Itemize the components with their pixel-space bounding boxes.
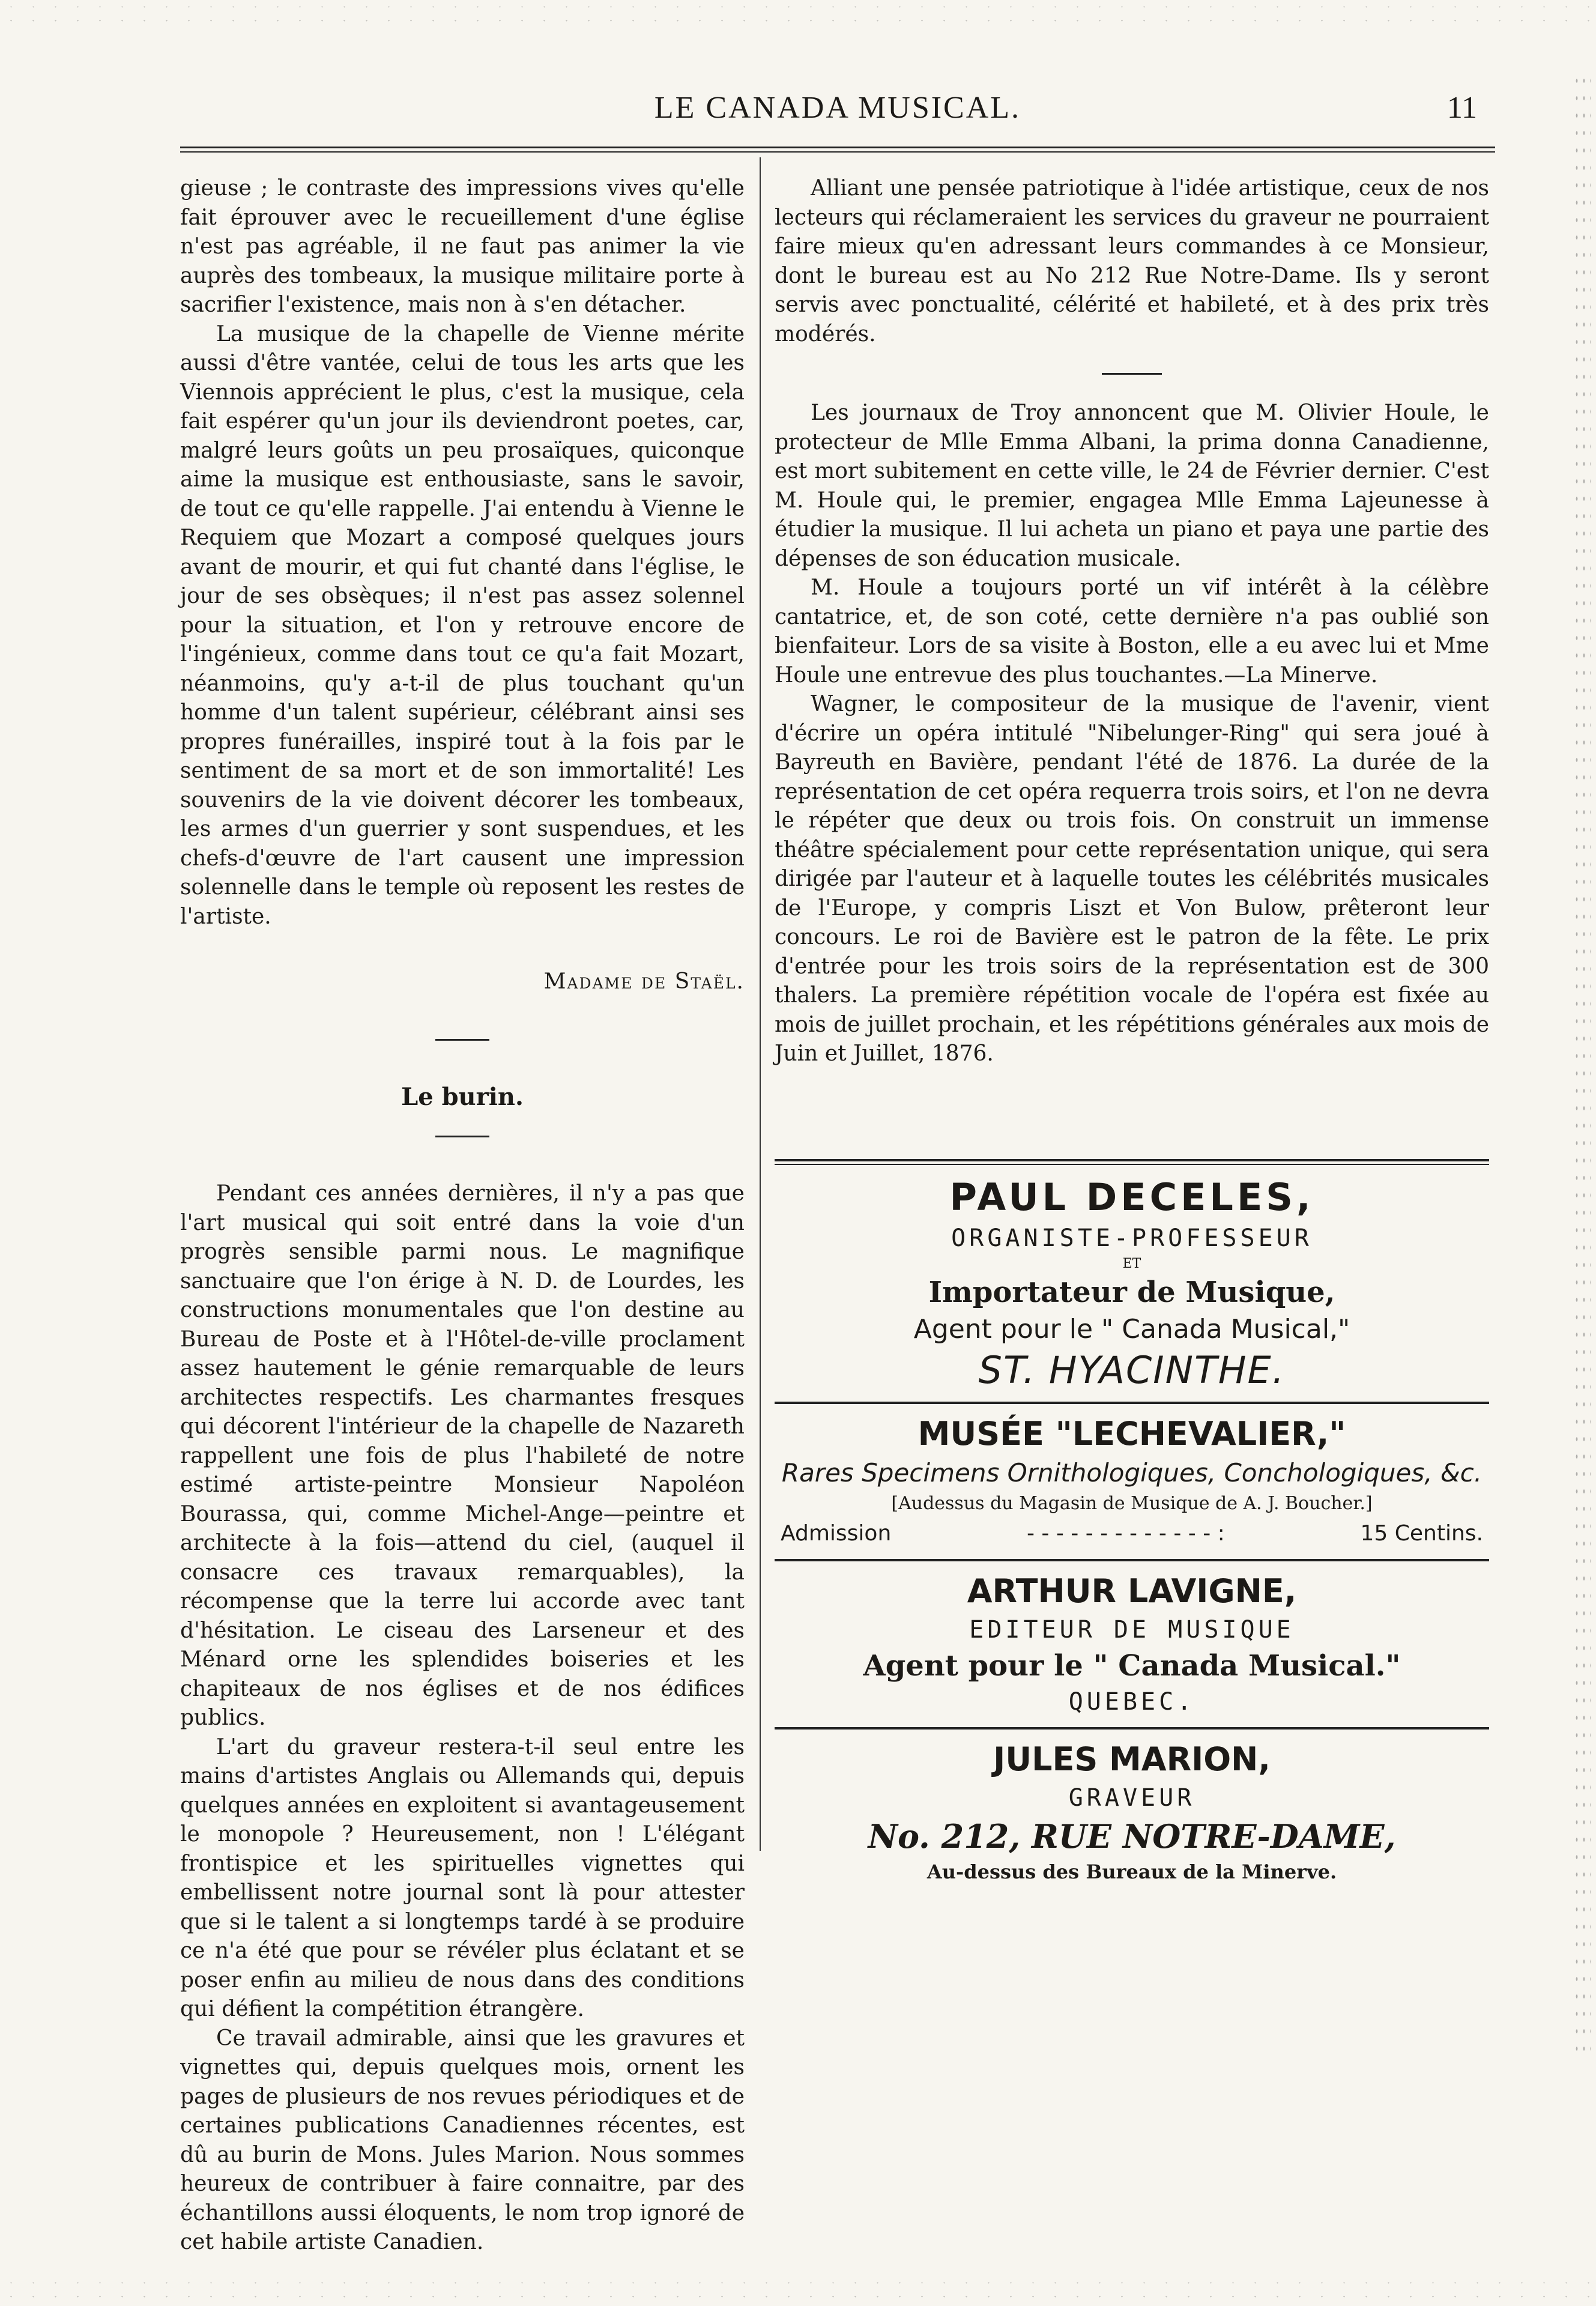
ad-note: [Audessus du Magasin de Musique de A. J. Boucher.] xyxy=(891,1493,1373,1514)
print-speckle-right-edge xyxy=(1573,72,1591,2054)
running-head xyxy=(198,90,1477,138)
article-paragraph: Les journaux de Troy annoncent que M. Olivier Houle, le protecteur de Mlle Emma Albani, la prima donna Canadienne, est mort subitement en cette ville, le 24 de Février dernier. C'est M. Houle qui, le premier, engagea Mlle Emma Lajeunesse à étudier la musique. Il lui acheta un piano et paya une partie des dépenses de son éducation musicale. xyxy=(775,401,1489,571)
ad-address: No. 212, RUE NOTRE-DAME, xyxy=(868,1817,1396,1856)
ad-divider xyxy=(775,1159,1489,1165)
page-number: 11 xyxy=(1446,91,1477,125)
ad-marion xyxy=(775,1729,1489,1894)
header-rule xyxy=(180,147,1495,148)
ad-musee xyxy=(775,1404,1489,1559)
ad-admission-row xyxy=(775,1517,1489,1551)
article-paragraph: Ce travail admirable, ainsi que les gravures et vignettes qui, depuis quelques mois, ornent les pages de plusieurs de nos revues périodiques et de certaines publications Canadiennes récentes, est dû au burin de Mons. Jules Marion. Nous sommes heureux de contribuer à faire connaitre, par des échantillons aussi éloquents, le nom trop ignoré de cet habile artiste Canadien. xyxy=(180,2026,745,2254)
ad-conjunction: ET xyxy=(1122,1256,1141,1271)
right-column xyxy=(775,174,1489,1069)
section-divider xyxy=(435,1136,489,1137)
admission-label: Admission xyxy=(781,1521,892,1546)
section-divider xyxy=(435,1039,489,1041)
article-paragraph: L'art du graveur restera-t-il seul entre les mains d'artistes Anglais ou Allemands qui, depuis quelques années en exploitent si avantageusement le monopole ? Heureusement, non ! L'élégant frontispice et les spirituelles vignettes qui embellissent notre journal sont là pour attester que si le talent a si longtemps tardé à se produire ce n'a été que pour se révéler plus éclatant et se poser enfin au milieu de nous dans des conditions qui défient la compétition étrangère. xyxy=(180,1734,745,2021)
ad-name: JULES MARION, xyxy=(993,1740,1271,1778)
admission-price: 15 Centins. xyxy=(1360,1521,1483,1546)
section-divider xyxy=(1102,373,1162,375)
publication-title: LE CANADA MUSICAL. xyxy=(654,91,1021,125)
ad-line: Agent pour le " Canada Musical." xyxy=(863,1649,1401,1683)
ad-role: EDITEUR DE MUSIQUE xyxy=(969,1616,1295,1644)
article-paragraph: Wagner, le compositeur de la musique de l'avenir, vient d'écrire un opéra intitulé "Nibelunger-Ring" qui sera joué à Bayreuth en Bavière, pendant l'été de 1876. La durée de la représentation de cet opéra requerra trois soirs, et l'on ne devra le répéter que deux ou trois fois. On construit un immense théâtre spécialement pour cette représentation unique, qui sera dirigée par l'auteur et à laquelle toutes les célébrités musicales de l'Europe, y compris Liszt et Von Bulow, prêteront leur concours. Le roi de Bavière est le patron de la fête. Le prix d'entrée pour les trois soirs de la représentation est de 300 thalers. La première répétition vocale de l'opéra est fixée au mois de juillet prochain, et les répétitions générales aux mois de Juin et Juillet, 1876. xyxy=(775,692,1489,1066)
ad-line: Importateur de Musique, xyxy=(928,1276,1335,1309)
print-speckle-bottom xyxy=(0,2276,1596,2306)
article-paragraph: M. Houle a toujours porté un vif intérêt à la célèbre cantatrice, et, de son coté, cette dernière n'a pas oublié son bienfaiteur. Lors de sa visite à Boston, elle a eu avec lui et Mme Houle une entrevue des plus touchantes.—La Minerve. xyxy=(775,575,1489,688)
article-paragraph: Alliant une pensée patriotique à l'idée artistique, ceux de nos lecteurs qui réclameraient les services du graveur ne pourraient faire mieux qu'en adressant leurs commandes à ce Monsieur, dont le bureau est au No 212 Rue Notre-Dame. Ils y seront servis avec ponctualité, célérité et habileté, et à des prix très modérés. xyxy=(775,176,1489,347)
left-column xyxy=(180,174,745,2257)
article-paragraph: gieuse ; le contraste des impressions vives qu'elle fait éprouver avec le recueillement d'une église n'est pas agréable, il ne faut pas animer la vie auprès des tombeaux, la musique militaire porte à sacrifier l'existence, mais non à s'en détacher. xyxy=(180,176,745,317)
ad-role: GRAVEUR xyxy=(1068,1784,1195,1812)
article-paragraph: Pendant ces années dernières, il n'y a pas que l'art musical qui soit entré dans la voie d'un progrès sensible parmi nous. Le magnifique sanctuaire que l'on érige à N. D. de Lourdes, les constructions monumentales que l'on destine au Bureau de Poste et à l'Hôtel-de-ville proclament assez hautement le génie remarquable de leurs architectes respectifs. Les charmantes fresques qui décorent l'intérieur de la chapelle de Nazareth rappellent une fois de plus l'habileté de notre estimé artiste-peintre Monsieur Napoléon Bourassa, qui, comme Michel-Ange—peintre et architecte à la fois—attend du ciel, (auquel il consacre ces travaux remarquables), la récompense que la terre lui accorde avec tant d'hésitation. Le ciseau des Larseneur et des Ménard orne les splendides boiseries et les chapiteaux de nos églises et de nos édifices publics. xyxy=(180,1181,745,1730)
advertisements xyxy=(775,1159,1489,1894)
ad-deceles xyxy=(775,1165,1489,1402)
print-speckle-top xyxy=(0,0,1596,30)
admission-leader: - - - - - - - - - - - - - : xyxy=(1027,1521,1225,1546)
section-title: Le burin. xyxy=(401,1082,524,1111)
ad-line: Agent pour le " Canada Musical," xyxy=(913,1314,1350,1345)
ad-description: Rares Specimens Ornithologiques, Conchologiques, &c. xyxy=(781,1458,1483,1487)
ad-name: PAUL DECELES, xyxy=(949,1175,1314,1219)
ad-city: QUEBEC. xyxy=(1068,1688,1195,1716)
column-separator xyxy=(760,157,761,1851)
header-rule-secondary xyxy=(180,151,1495,153)
article-signature: Madame de Staël. xyxy=(543,969,745,994)
article-paragraph: La musique de la chapelle de Vienne mérite aussi d'être vantée, celui de tous les arts que les Viennois apprécient le plus, c'est la musique, cela fait espérer qu'un jour ils deviendront poetes, car, malgré leurs goûts un peu prosaïques, quiconque aime la musique est enthousiaste, sans le savoir, de tout ce qu'elle rappelle. J'ai entendu à Vienne le Requiem que Mozart a composé quelques jours avant de mourir, et qui fut chanté dans l'église, le jour de ses obsèques; il n'est pas assez solennel pour la situation, et l'on y retrouve encore de l'ingénieux, comme dans tout ce qu'a fait Mozart, néanmoins, qu'y a-t-il de plus touchant qu'un homme d'un talent supérieur, célébrant ainsi ses propres funérailles, inspiré tout à la fois par le sentiment de sa mort et de son immortalité! Les souvenirs de la vie doivent décorer les tombeaux, les armes d'un guerrier y sont suspendues, et les chefs-d'œuvre de l'art causent une impression solennelle dans le temple où reposent les restes de l'artiste. xyxy=(180,321,745,929)
ad-name: ARTHUR LAVIGNE, xyxy=(967,1572,1297,1610)
ad-city: ST. HYACINTHE. xyxy=(978,1348,1286,1392)
ad-note: Au-dessus des Bureaux de la Minerve. xyxy=(926,1860,1337,1883)
ad-lavigne xyxy=(775,1561,1489,1727)
ad-name: MUSÉE "LECHEVALIER," xyxy=(917,1415,1346,1453)
ad-role: ORGANISTE-PROFESSEUR xyxy=(951,1224,1313,1252)
